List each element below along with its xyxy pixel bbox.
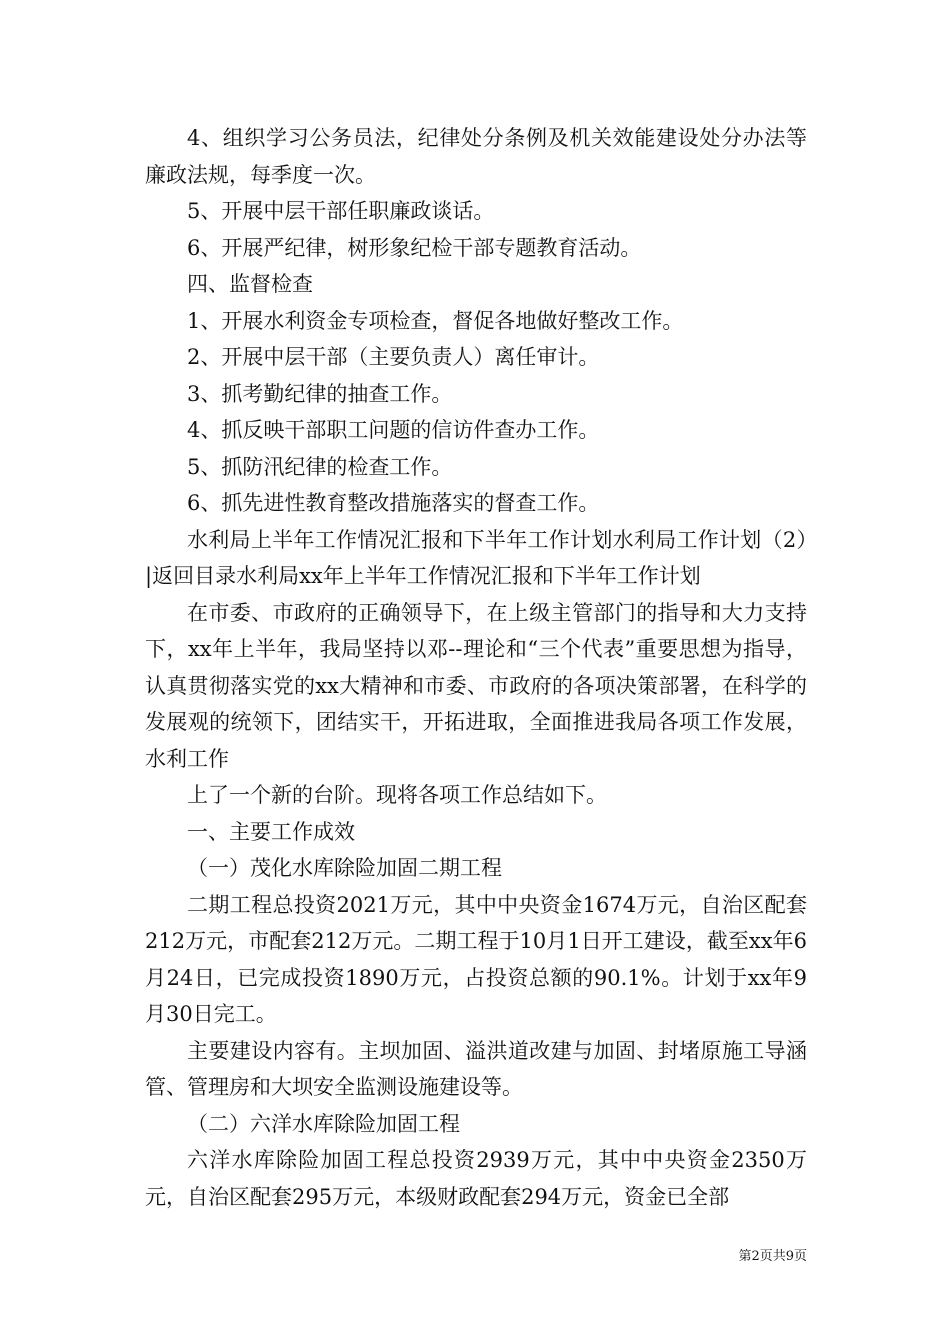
paragraph: 1、开展水利资金专项检查，督促各地做好整改工作。 [187, 308, 684, 333]
paragraph: 3、抓考勤纪律的抽查工作。 [187, 381, 453, 406]
paragraph: 在市委、市政府的正确领导下，在上级主管部门的指导和大力支持下，xx年上半年，我局坚持以邓--理论和“三个代表”重要思想为指导，认真贯彻落实党的xx大精神和市委、市政府的各项决策部署，在科学的发展观的统领下，团结实干，开拓进取，全面推进我局各项工作发展，水利工作 [145, 600, 807, 771]
paragraph: 4、抓反映干部职工问题的信访件查办工作。 [187, 418, 600, 442]
document-title-line: 水利局上半年工作情况汇报和下半年工作计划水利局工作计划（2）|返回目录水利局xx年上半年工作情况汇报和下半年工作计划 [145, 527, 807, 588]
page-number-footer: 第2页共9页 [738, 1249, 807, 1264]
subsection-heading: （一）茂化水库除险加固二期工程 [187, 856, 502, 880]
paragraph: 上了一个新的台阶。现将各项工作总结如下。 [187, 783, 607, 807]
paragraph: 六洋水库除险加固工程总投资2939万元，其中中央资金2350万元，自治区配套295万元，本级财政配套294万元，资金已全部 [145, 1148, 807, 1209]
paragraph: 5、抓防汛纪律的检查工作。 [187, 454, 453, 479]
paragraph: 主要建设内容有。主坝加固、溢洪道改建与加固、封堵原施工导涵管、管理房和大坝安全监测设施建设等。 [145, 1038, 807, 1099]
paragraph: 5、开展中层干部任职廉政谈话。 [187, 199, 495, 223]
paragraph: 2、开展中层干部（主要负责人）离任审计。 [187, 345, 600, 369]
section-heading: 四、监督检查 [187, 272, 313, 296]
paragraph: 6、抓先进性教育整改措施落实的督查工作。 [187, 491, 600, 515]
paragraph: 二期工程总投资2021万元，其中中央资金1674万元，自治区配套212万元，市配套212万元。二期工程于10月1日开工建设，截至xx年6月24日，已完成投资1890万元，占投资总额的90.1%。计划于xx年9月30日完工。 [145, 892, 807, 1026]
subsection-heading: （二）六洋水库除险加固工程 [187, 1111, 460, 1136]
document-body [145, 120, 807, 1215]
paragraph: 6、开展严纪律，树形象纪检干部专题教育活动。 [187, 235, 642, 260]
paragraph: 4、组织学习公务员法，纪律处分条例及机关效能建设处分办法等廉政法规，每季度一次。 [145, 126, 807, 187]
section-heading: 一、主要工作成效 [187, 819, 355, 844]
